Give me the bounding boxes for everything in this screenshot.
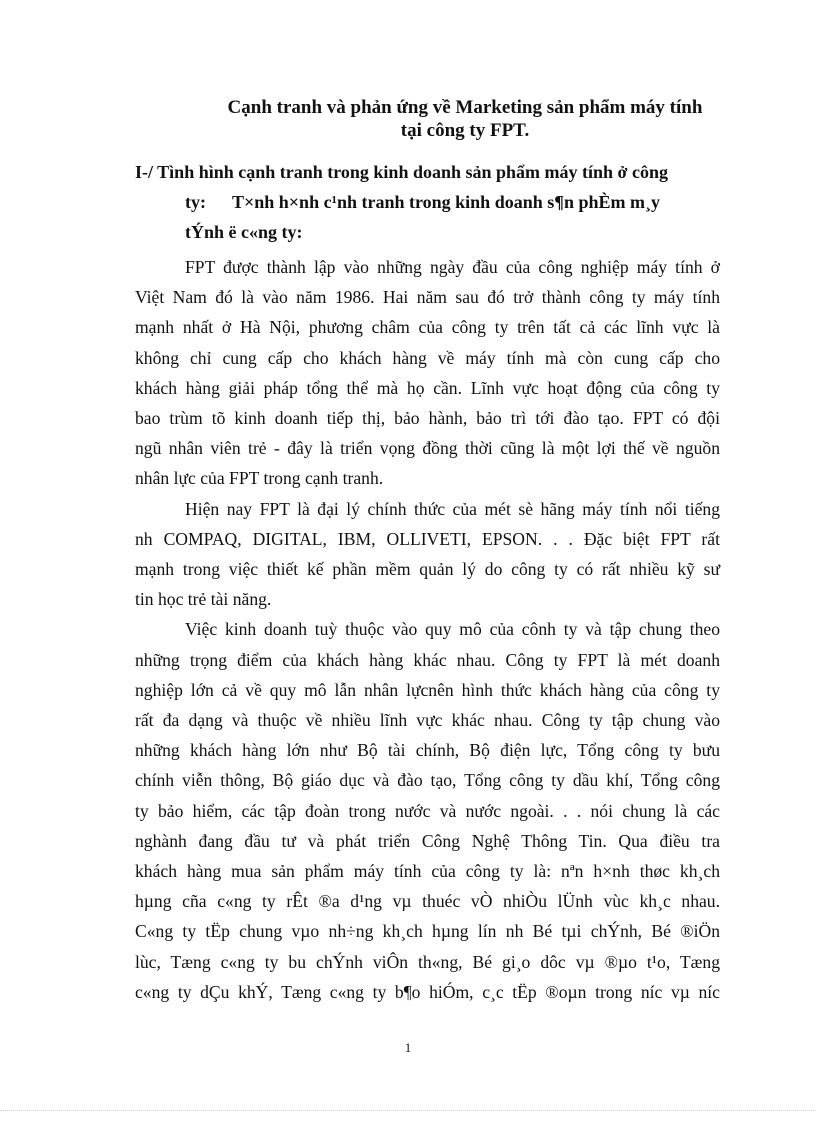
section-heading bbox=[135, 157, 725, 247]
page-bottom-divider bbox=[0, 1110, 816, 1111]
section-heading-line-1: I-/ Tình hình cạnh tranh trong kinh doanh sản phẩm máy tính ở công bbox=[135, 162, 668, 182]
paragraph-line: nghiệp lớn cả về quy mô lẫn nhân lựcnên hình thức khách hàng của công ty bbox=[135, 679, 720, 700]
paragraph-line: rất đa dạng và thuộc về nhiều lĩnh vực khác nhau. Công ty tập chung vào bbox=[135, 710, 720, 731]
paragraph-line: Việt Nam đó là vào năm 1986. Hai năm sau đó trở thành công ty máy tính bbox=[135, 287, 720, 308]
paragraph-line: nhân lực của FPT trong cạnh tranh. bbox=[135, 468, 384, 489]
paragraph-line: Hiện nay FPT là đại lý chính thức của mét sè hãng máy tính nổi tiếng bbox=[185, 498, 720, 519]
document-title-line-2: tại công ty FPT. bbox=[400, 120, 530, 141]
paragraph-line: hµng cña c«ng ty rÊt ®a d¹ng vµ thuéc vÒ nhiÒu lÜnh vùc kh¸c nhau. bbox=[135, 891, 720, 912]
section-heading-line-3: tÝnh ë c«ng ty: bbox=[185, 222, 303, 242]
paragraph-line: những khách hàng lớn như Bộ tài chính, Bộ điện lực, Tổng công ty bưu bbox=[135, 740, 720, 761]
paragraph-line: c«ng ty dÇu khÝ, Tæng c«ng ty b¶o hiÓm, c¸c tËp ®oµn trong níc vµ níc bbox=[135, 981, 720, 1002]
section-heading-line-2b: T×nh h×nh c¹nh tranh trong kinh doanh s¶n phÈm m¸y bbox=[232, 192, 660, 212]
paragraph-line: tin học trẻ tài năng. bbox=[135, 589, 272, 610]
paragraph-line: nghành đang đầu tư và phát triển Công Nghệ Thông Tin. Qua điều tra bbox=[135, 830, 720, 851]
body-text bbox=[135, 252, 720, 1007]
document-title-line-1: Cạnh tranh và phản ứng về Marketing sản phẩm máy tính bbox=[227, 97, 703, 118]
paragraph-line: chính viễn thông, Bộ giáo dục và đào tạo, Tổng công ty dầu khí, Tổng công bbox=[135, 770, 720, 791]
paragraph-line: không chỉ cung cấp cho khách hàng về máy tính mà còn cung cấp cho bbox=[135, 347, 720, 368]
paragraph-line: nh COMPAQ, DIGITAL, IBM, OLLIVETI, EPSON. . . Đặc biệt FPT rất bbox=[135, 528, 720, 549]
paragraph-line: mạnh trong việc thiết kế phần mềm quản lý do công ty có rất nhiều kỹ sư bbox=[135, 559, 720, 580]
paragraph-line: ngũ nhân viên trẻ - đây là triển vọng đồng thời cũng là một lợi thế về nguồn bbox=[135, 438, 720, 459]
paragraph-2 bbox=[135, 494, 720, 615]
paragraph-3 bbox=[135, 614, 720, 1007]
paragraph-line: C«ng ty tËp chung vµo nh÷ng kh¸ch hµng lín nh Bé tµi chÝnh, Bé ®iÖn bbox=[135, 921, 720, 942]
paragraph-1 bbox=[135, 252, 720, 494]
section-heading-line-2a: ty: bbox=[185, 192, 206, 212]
paragraph-line: khách hàng mua sản phẩm máy tính của công ty là: nªn h×nh thøc kh¸ch bbox=[135, 861, 720, 882]
paragraph-line: FPT được thành lập vào những ngày đầu của công nghiệp máy tính ở bbox=[185, 257, 720, 277]
page-number: 1 bbox=[404, 1040, 412, 1055]
paragraph-line: mạnh nhất ở Hà Nội, phương châm của công ty trên tất cả các lĩnh vực là bbox=[135, 317, 720, 338]
section-heading-line-2 bbox=[135, 187, 725, 217]
paragraph-line: lùc, Tæng c«ng ty bu chÝnh viÔn th«ng, Bé gi¸o dôc vµ ®µo t¹o, Tæng bbox=[135, 951, 720, 972]
paragraph-line: khách hàng giải pháp tổng thể mà họ cần. Lĩnh vực hoạt động của công ty bbox=[135, 377, 720, 398]
paragraph-line: bao trùm tõ kinh doanh tiếp thị, bảo hành, bảo trì tới đào tạo. FPT có đội bbox=[135, 408, 720, 429]
paragraph-line: ty bảo hiểm, các tập đoàn trong nước và nước ngoài. . . nói chung là các bbox=[135, 800, 720, 821]
paragraph-line: những trọng điểm của khách hàng khác nhau. Công ty FPT là mét doanh bbox=[135, 649, 720, 670]
paragraph-line: Việc kinh doanh tuỳ thuộc vào quy mô của cônh ty và tập chung theo bbox=[185, 619, 720, 640]
